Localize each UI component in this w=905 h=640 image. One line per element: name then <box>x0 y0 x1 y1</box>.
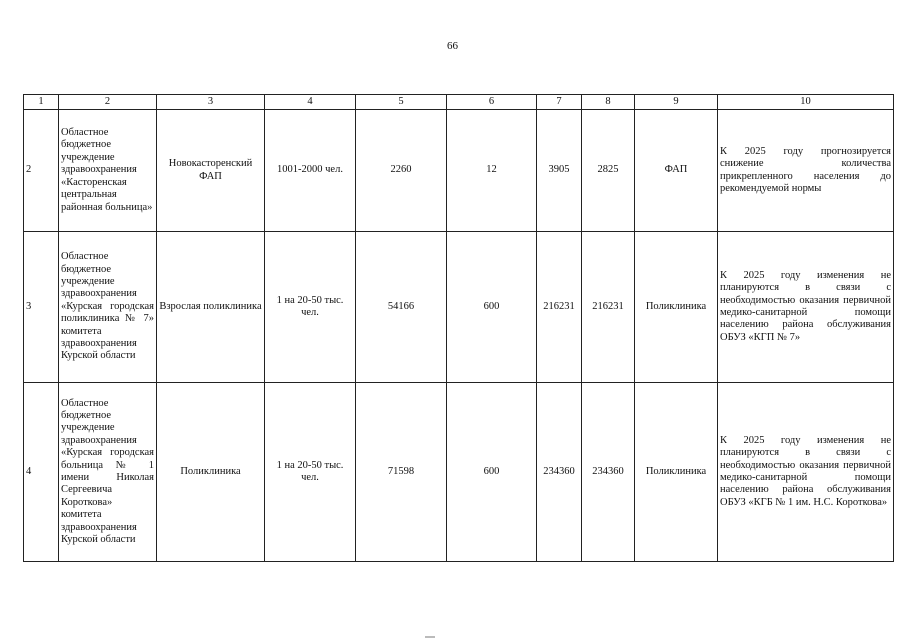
capacity-cell: 1 на 20-50 тыс. чел. <box>265 383 356 562</box>
row-number-cell: 4 <box>24 383 59 562</box>
institution-cell: Областное бюджетное учреждение здравоохранения «Курская городская больница № 1 имени Николая Сергеевича Короткова» комитета здравоохранения Курской области <box>59 383 157 562</box>
column-header: 6 <box>447 95 537 110</box>
value-cell: 2260 <box>356 110 447 232</box>
column-header: 8 <box>582 95 635 110</box>
value-cell: 54166 <box>356 232 447 383</box>
capacity-cell: 1 на 20-50 тыс. чел. <box>265 232 356 383</box>
institution-cell: Областное бюджетное учреждение здравоохранения «Курская городская поликлиника № 7» комитета здравоохранения Курской области <box>59 232 157 383</box>
column-header: 10 <box>718 95 894 110</box>
value-cell: 216231 <box>537 232 582 383</box>
note-cell: К 2025 году изменения не планируются в связи с необходимостью оказания первичной медико-санитарной помощи населению района обслуживания ОБУЗ «КГБ № 1 им. Н.С. Короткова» <box>718 383 894 562</box>
capacity-cell: 1001-2000 чел. <box>265 110 356 232</box>
column-header: 3 <box>157 95 265 110</box>
row-number-cell: 3 <box>24 232 59 383</box>
column-header: 7 <box>537 95 582 110</box>
row-number-cell: 2 <box>24 110 59 232</box>
note-cell: К 2025 году прогнозируется снижение количества прикрепленного населения до рекомендуемой нормы <box>718 110 894 232</box>
value-cell: 3905 <box>537 110 582 232</box>
page-number: 66 <box>447 40 458 52</box>
facility-cell: Поликлиника <box>157 383 265 562</box>
value-cell: 234360 <box>582 383 635 562</box>
facility-type-cell: Поликлиника <box>635 383 718 562</box>
value-cell: 2825 <box>582 110 635 232</box>
institution-cell: Областное бюджетное учреждение здравоохранения «Касторенская центральная районная больница» <box>59 110 157 232</box>
facility-cell: Новокасторенский ФАП <box>157 110 265 232</box>
value-cell: 600 <box>447 383 537 562</box>
column-header: 5 <box>356 95 447 110</box>
value-cell: 234360 <box>537 383 582 562</box>
value-cell: 600 <box>447 232 537 383</box>
value-cell: 71598 <box>356 383 447 562</box>
column-header: 2 <box>59 95 157 110</box>
column-header: 4 <box>265 95 356 110</box>
facility-type-cell: Поликлиника <box>635 232 718 383</box>
table-row <box>24 110 894 232</box>
column-header: 9 <box>635 95 718 110</box>
table-row <box>24 232 894 383</box>
data-table <box>23 94 894 562</box>
facility-type-cell: ФАП <box>635 110 718 232</box>
scan-artifact <box>425 636 435 638</box>
value-cell: 12 <box>447 110 537 232</box>
table-header-row <box>24 95 894 110</box>
facility-cell: Взрослая поликлиника <box>157 232 265 383</box>
note-cell: К 2025 году изменения не планируются в связи с необходимостью оказания первичной медико-санитарной помощи населению района обслуживания ОБУЗ «КГП № 7» <box>718 232 894 383</box>
column-header: 1 <box>24 95 59 110</box>
value-cell: 216231 <box>582 232 635 383</box>
table-row <box>24 383 894 562</box>
